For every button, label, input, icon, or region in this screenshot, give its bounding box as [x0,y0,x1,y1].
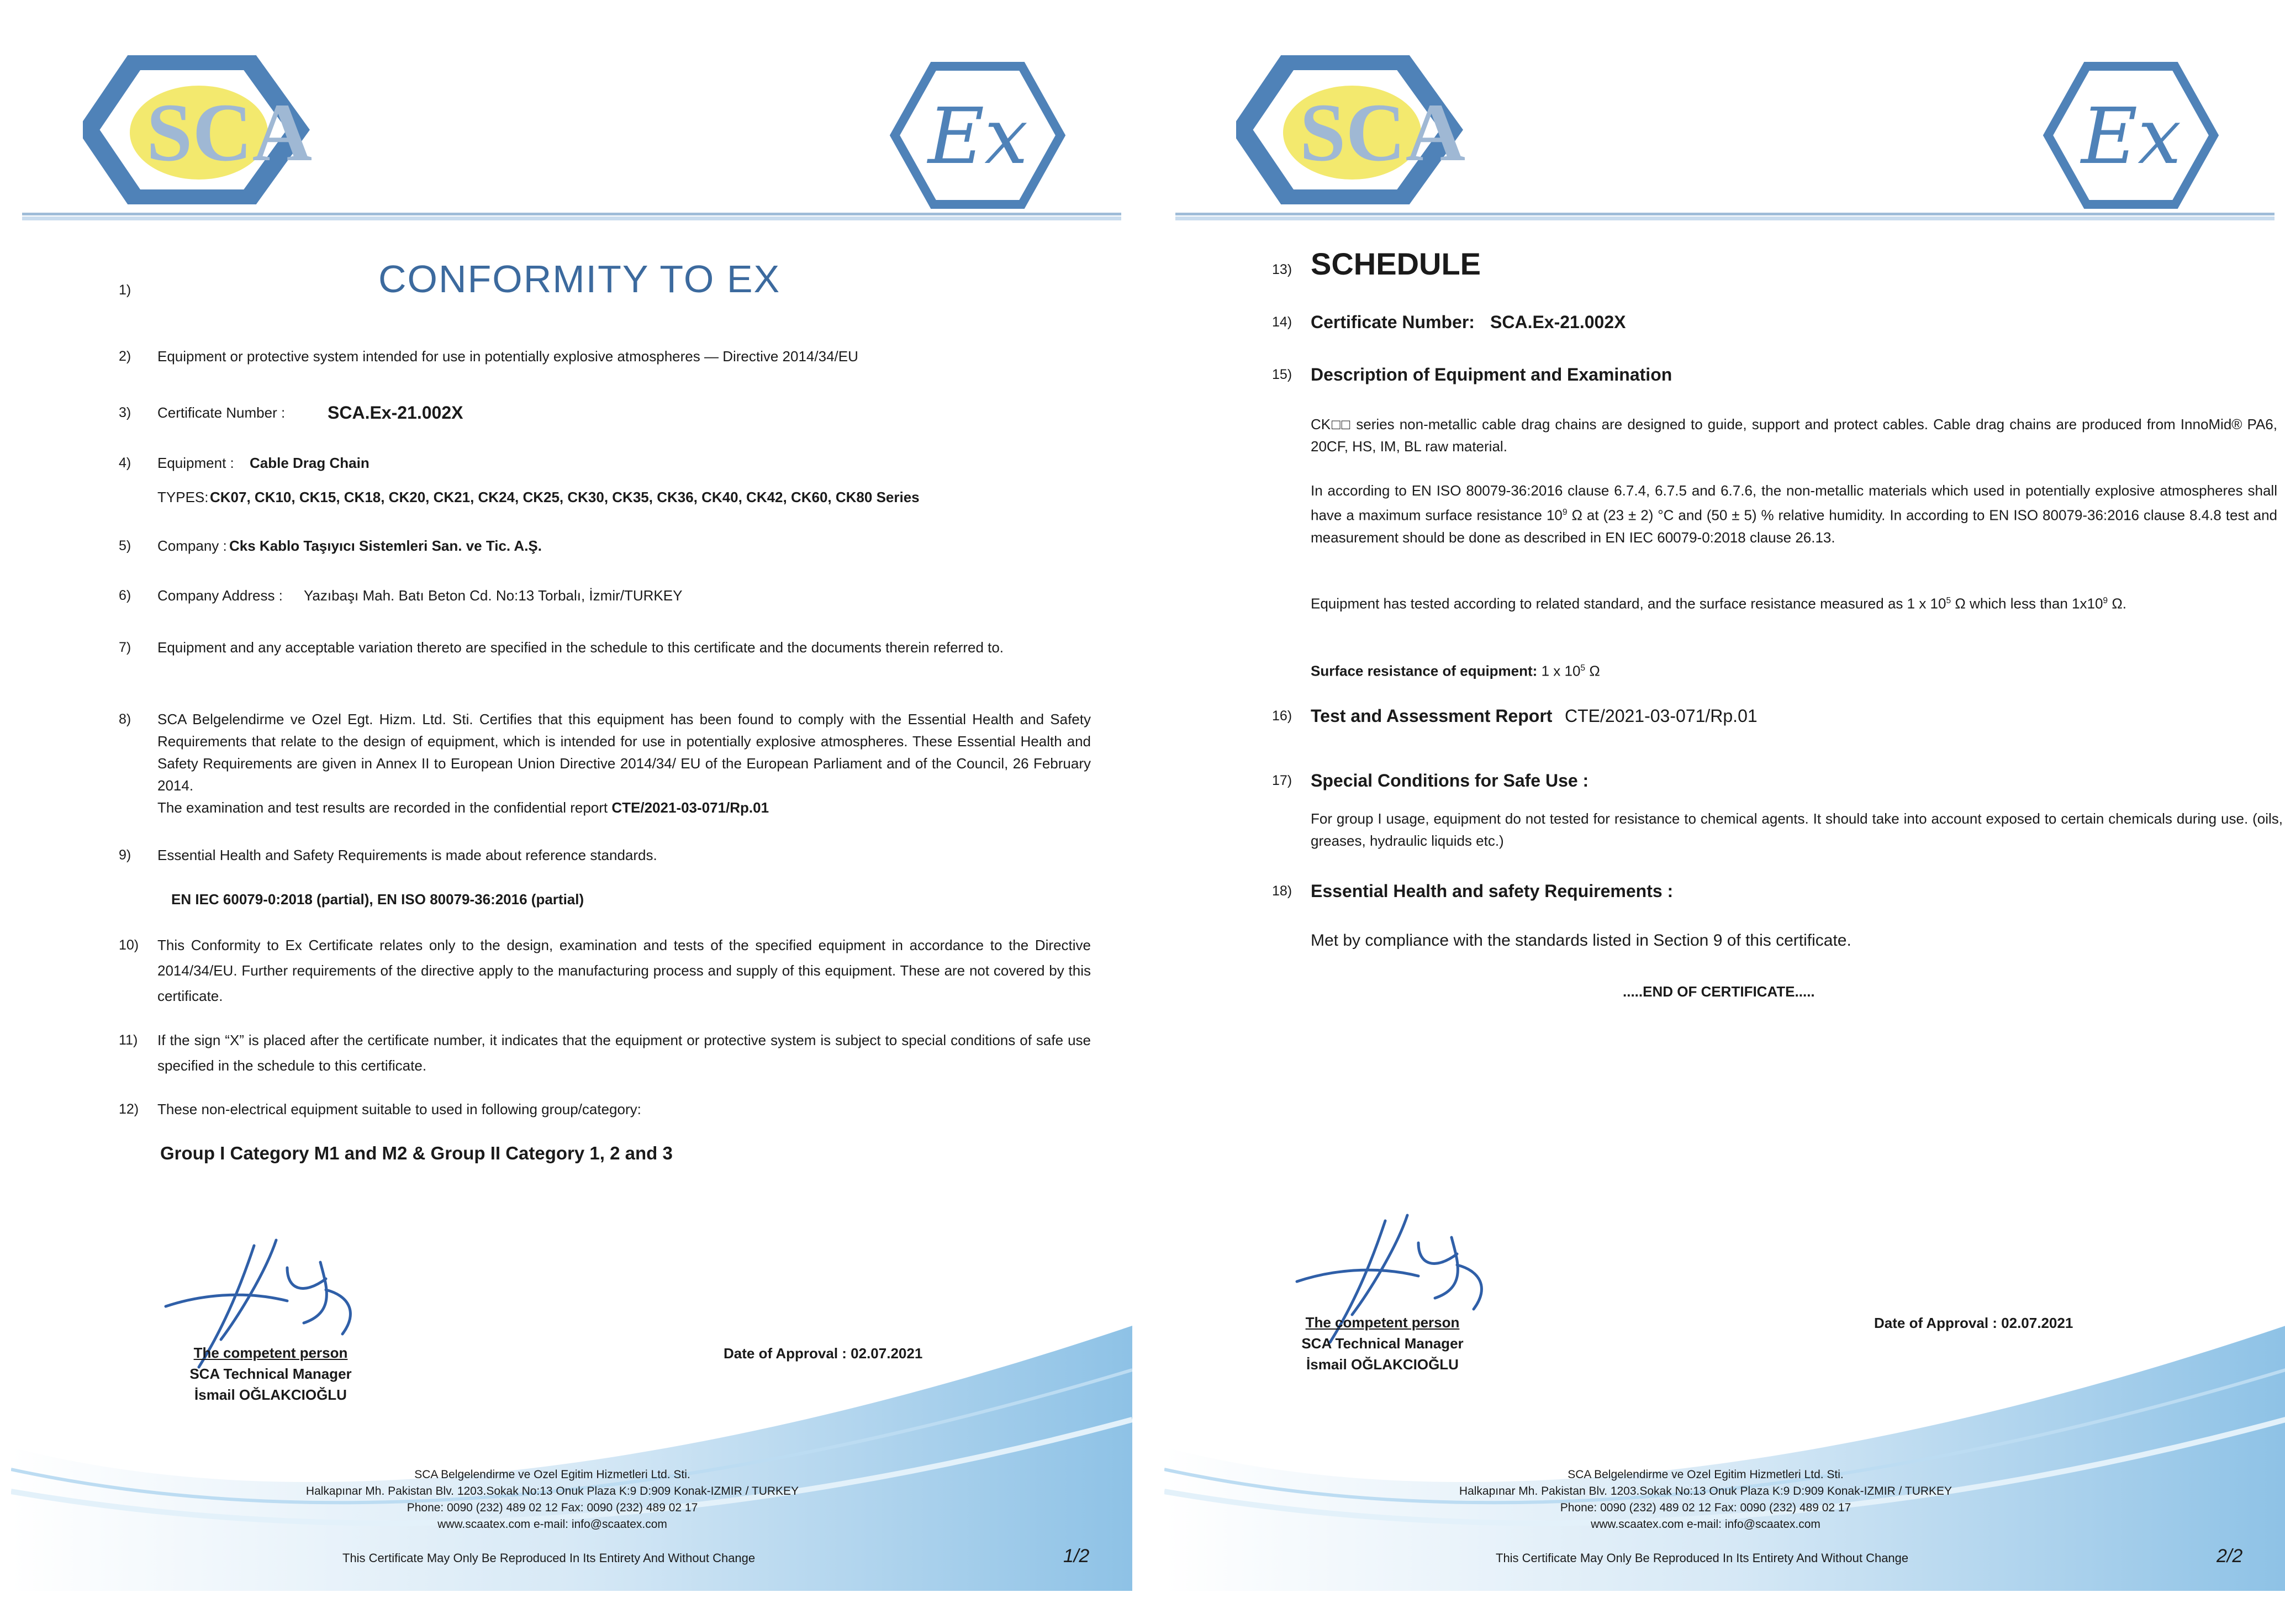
ehsr-title: Essential Health and safety Requirements : [1311,881,1674,901]
page-number: 2/2 [2217,1546,2243,1567]
document-title: CONFORMITY TO EX [378,257,781,300]
item-number: 6) [119,588,131,603]
item-number: 13) [1272,262,1292,277]
description-title: Description of Equipment and Examination [1311,365,1672,384]
signature-role: The competent person [193,1344,348,1361]
svg-text:SCA: SCA [1300,87,1466,178]
certificate-number-value: SCA.Ex-21.002X [1490,312,1626,332]
description-paragraph-3 [1311,590,2277,615]
item-number: 7) [119,640,131,655]
footer-address: Halkapınar Mh. Pakistan Blv. 1203.Sokak No:13 Onuk Plaza K:9 D:909 Konak-IZMIR / TURKEY [305,1485,799,1498]
unit: Ω [1585,662,1600,679]
scope-text: This Conformity to Ex Certificate relates only to the design, examination and tests of the specified equipment in accordance to the Directive 2014/34/EU. Further requirements of the directive apply to the manufacturing process and supply of this equipment. These are not covered by this certificate. [157,937,1091,1004]
item-number: 1) [119,282,131,298]
exponent: 5 [1580,663,1586,673]
item-number: 17) [1272,773,1292,788]
certificate-number-label: Certificate Number: [1311,312,1475,332]
signature-block [1289,1312,1476,1375]
signature-name: İsmail OĞLAKCIOĞLU [194,1386,347,1403]
surface-resistance [1311,657,2277,682]
sca-logo [1236,55,1490,204]
end-of-certificate: .....END OF CERTIFICATE..... [1623,983,1815,1000]
signature-name: İsmail OĞLAKCIOĞLU [1306,1356,1459,1373]
description-p3-text: Equipment has tested according to related standard, and the surface resistance measured as 1 x 10 [1311,595,1946,612]
signature-position: SCA Technical Manager [189,1365,352,1382]
ex-logo [889,61,1066,210]
variation-text: Equipment and any acceptable variation thereto are specified in the schedule to this certificate and the documents therein referred to. [157,639,1004,656]
description-paragraph-1: CK□□ series non-metallic cable drag chains are designed to guide, support and protect cables. Cable drag chains are produced from InnoMid® PA6, 20CF, HS, IM, BL raw material. [1311,416,2277,455]
item-number: 12) [119,1101,139,1117]
compliance-text: SCA Belgelendirme ve Ozel Egt. Hizm. Ltd. Sti. Certifies that this equipment has been found to comply with the Essential Health and Safety Requirements that relate to the design of equipment, which is intended for use in potentially explosive atmospheres. These Essential Health and Safety Requirements are given in Annex II to European Union Directive 2014/34/ EU of the European Parliament and of the Council, 26 February 2014. [157,711,1091,794]
description-p2-text: In according to EN ISO 80079-36:2016 clause 6.7.4, 6.7.5 and 6.7.6, the non-metallic materials which used in potentially explosive atmospheres shall have a maximum surface resistance 10 [1311,482,2277,524]
certificate-page-2 [1164,0,2285,1591]
address-label: Company Address : [157,587,283,604]
footer-contact [1330,1467,2081,1533]
item-number: 5) [119,538,131,553]
footer-phone: Phone: 0090 (232) 489 02 12 Fax: 0090 (232) 489 02 17 [407,1501,698,1514]
exponent: 9 [2103,596,2108,605]
exponent: 5 [1946,596,1951,605]
item-number: 4) [119,455,131,471]
footer-company: SCA Belgelendirme ve Ozel Egitim Hizmetleri Ltd. Sti. [414,1468,690,1481]
signature-block [177,1342,365,1405]
certificate-page-1 [11,0,1132,1591]
footer-web: www.scaatex.com e-mail: info@scaatex.com [1591,1518,1820,1531]
certificate-number-label: Certificate Number : [157,404,286,421]
item-number: 9) [119,847,131,863]
header-rule [1175,213,2275,220]
ehsr-text: Met by compliance with the standards listed in Section 9 of this certificate. [1311,931,1851,950]
surface-resistance-value: 1 x 10 [1541,662,1581,679]
equipment-label: Equipment : [157,455,234,471]
description-p3-text-end: Ω. [2108,595,2126,612]
types-value: CK07, CK10, CK15, CK18, CK20, CK21, CK24, CK25, CK30, CK35, CK36, CK40, CK42, CK60, CK80 Series [210,489,920,505]
item-number: 3) [119,405,131,420]
svg-text:SCA: SCA [146,87,313,178]
footer-contact [177,1467,928,1533]
footer-web: www.scaatex.com e-mail: info@scaatex.com [437,1518,667,1531]
footer-phone: Phone: 0090 (232) 489 02 12 Fax: 0090 (232) 489 02 17 [1560,1501,1851,1514]
footer-note: This Certificate May Only Be Reproduced In Its Entirety And Without Change [342,1551,756,1565]
svg-text:Ex: Ex [2081,92,2182,182]
footer-note: This Certificate May Only Be Reproduced In Its Entirety And Without Change [1496,1551,1909,1565]
item-number: 14) [1272,314,1292,330]
approval-date: Date of Approval : 02.07.2021 [724,1345,923,1362]
x-sign-text: If the sign “X” is placed after the certificate number, it indicates that the equipment or protective system is subject to special conditions of safe use specified in the schedule to this certificate. [157,1032,1091,1074]
footer-company: SCA Belgelendirme ve Ozel Egitim Hizmetleri Ltd. Sti. [1568,1468,1844,1481]
svg-text:Ex: Ex [928,92,1028,182]
signature-position: SCA Technical Manager [1301,1335,1464,1352]
description-p2-text-cont: Ω at (23 ± 2) °C and (50 ± 5) % relative humidity. In according to EN ISO 80079-36:2016 clause 8.4.8 test and measurement should be done as described in EN IEC 60079-0:2018 clause 26.13. [1311,507,2278,546]
test-report-value: CTE/2021-03-071/Rp.01 [1565,706,1758,726]
standards-intro: Essential Health and Safety Requirements is made about reference standards. [157,847,657,863]
company-label: Company : [157,537,227,554]
surface-resistance-label: Surface resistance of equipment: [1311,662,1538,679]
equipment-value: Cable Drag Chain [250,455,370,471]
item-number: 18) [1272,883,1292,899]
schedule-title: SCHEDULE [1311,246,1481,281]
special-conditions-title: Special Conditions for Safe Use : [1311,771,1589,790]
item-number: 8) [119,711,131,727]
item-number: 10) [119,937,139,953]
sca-logo [83,55,337,204]
footer-address: Halkapınar Mh. Pakistan Blv. 1203.Sokak No:13 Onuk Plaza K:9 D:909 Konak-IZMIR / TURKEY [1459,1485,1952,1498]
signature-role: The competent person [1305,1314,1460,1331]
certificate-number-value: SCA.Ex-21.002X [328,403,463,423]
report-number: CTE/2021-03-071/Rp.01 [611,799,769,816]
group-intro: These non-electrical equipment suitable to used in following group/category: [157,1101,641,1117]
item-number: 15) [1272,367,1292,382]
item-number: 11) [119,1032,138,1048]
description-p3-text-cont: Ω which less than 1x10 [1951,595,2103,612]
ex-logo [2043,61,2219,210]
item-number: 2) [119,349,131,364]
types-label: TYPES: [157,489,209,505]
description-paragraph-2 [1311,479,2277,549]
test-report-label: Test and Assessment Report [1311,706,1553,726]
report-text: The examination and test results are recorded in the confidential report [157,799,608,816]
item-number: 16) [1272,708,1292,724]
special-conditions-text: For group I usage, equipment do not tested for resistance to chemical agents. It should take into account exposed to certain chemicals during use. (oils, greases, hydraulic liquids etc.) [1311,810,2283,849]
company-value: Cks Kablo Taşıyıcı Sistemleri San. ve Tic. A.Ş. [229,537,542,554]
approval-date: Date of Approval : 02.07.2021 [1874,1315,2073,1331]
page-number: 1/2 [1063,1546,1090,1567]
group-category: Group I Category M1 and M2 & Group II Category 1, 2 and 3 [160,1143,673,1163]
item-8-report [157,797,1091,819]
exponent: 9 [1562,508,1568,517]
directive-text: Equipment or protective system intended for use in potentially explosive atmospheres — Directive 2014/34/EU [157,348,858,365]
header-rule [22,213,1121,220]
standards-list: EN IEC 60079-0:2018 (partial), EN ISO 80079-36:2016 (partial) [171,891,584,908]
address-value: Yazıbaşı Mah. Batı Beton Cd. No:13 Torbalı, İzmir/TURKEY [304,587,683,604]
